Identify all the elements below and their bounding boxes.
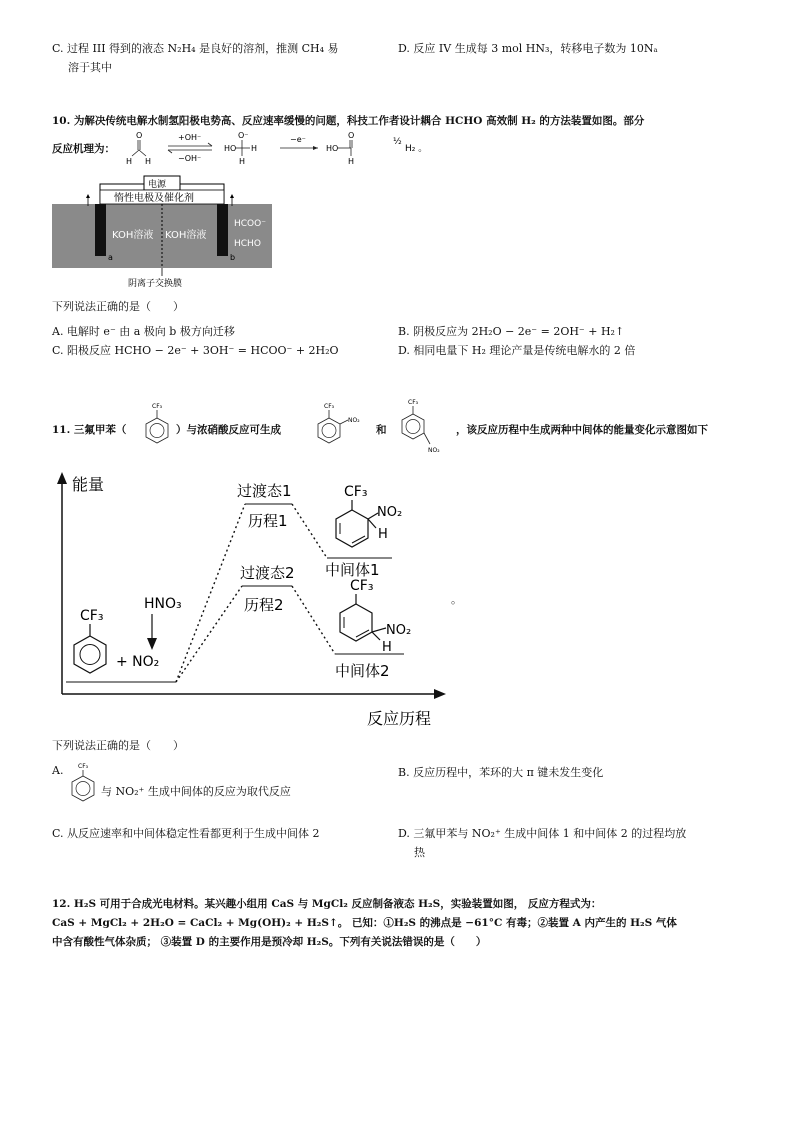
q11-ask: 下列说法正确的是（ ）	[52, 739, 184, 752]
right-solution-label: KOH溶液	[165, 230, 207, 241]
product-hcoo: HCOO⁻	[234, 219, 266, 229]
formate-structure	[326, 131, 354, 166]
q10-electrolysis-device	[52, 170, 282, 290]
path2-label: 历程2	[244, 596, 284, 614]
mech-arrow1-top: +OH⁻	[178, 133, 202, 142]
int1-label: 中间体1	[325, 561, 380, 579]
electrode-a-label: a	[108, 253, 113, 262]
mech-half: ½	[393, 137, 402, 147]
q10-stem-line2: 反应机理为：	[52, 143, 115, 155]
svg-text:O: O	[348, 131, 355, 140]
q11-energy-diagram	[52, 468, 452, 730]
intermediate-2-structure	[340, 578, 411, 655]
x-axis-label: 反应历程	[367, 709, 432, 728]
mech-arrow2: −e⁻	[290, 135, 306, 144]
path-2-rise	[176, 586, 242, 682]
svg-text:CF₃: CF₃	[324, 403, 335, 410]
electrode-b-label: b	[230, 253, 236, 262]
svg-text:H: H	[382, 640, 392, 655]
q11-stem-b: ）与浓硝酸反应可生成	[176, 424, 281, 436]
q9-option-c-line2: 溶于其中	[68, 61, 112, 74]
ortho-nitro-structure	[310, 400, 372, 448]
y-axis-label: 能量	[72, 475, 105, 494]
q10-option-a: A. 电解时 e⁻ 由 a 极向 b 极方向迁移	[52, 325, 235, 338]
q11-option-c: C. 从反应速率和中间体稳定性看都更利于生成中间体 2	[52, 827, 320, 840]
ts1-label: 过渡态1	[237, 482, 292, 500]
q11-option-d-line2: 热	[414, 846, 425, 859]
equilibrium-arrow	[168, 133, 212, 163]
path-2-fall	[292, 586, 335, 654]
intermediate-1-structure	[336, 484, 402, 547]
svg-text:H: H	[145, 157, 152, 166]
svg-text:CF₃: CF₃	[408, 399, 419, 406]
q10-option-b: B. 阴极反应为 2H₂O − 2e⁻ = 2OH⁻ + H₂↑	[398, 325, 625, 338]
svg-text:CF₃: CF₃	[78, 763, 89, 770]
electrode-b	[217, 204, 228, 256]
reactant-structure	[74, 608, 106, 673]
q12-line1: 12. H₂S 可用于合成光电材料。某兴趣小组用 CaS 与 MgCl₂ 反应制备液态 H₂S，实验装置如图， 反应方程式为：	[52, 898, 602, 910]
down-arrow-icon	[147, 638, 157, 650]
svg-text:HO: HO	[224, 144, 237, 153]
q10-stem-line1: 10. 为解决传统电解水制氢阳极电势高、反应速率缓慢的问题，科技工作者设计耦合 HCHO 高效制 H₂ 的方法装置如图。部分	[52, 115, 645, 127]
svg-text:H: H	[378, 527, 388, 542]
svg-text:NO₂: NO₂	[377, 505, 403, 520]
svg-text:O: O	[136, 131, 143, 140]
q11-stem-c: 和	[376, 424, 387, 436]
svg-text:O⁻: O⁻	[238, 131, 249, 140]
q11-option-b: B. 反应历程中，苯环的大 π 键未发生变化	[398, 766, 604, 779]
svg-text:H: H	[239, 157, 246, 166]
q12-line3: 中含有酸性气体杂质； ③装置 D 的主要作用是预冷却 H₂S。下列有关说法错误的是（ ）	[52, 936, 487, 948]
q11-option-d-line1: D. 三氟甲苯与 NO₂⁺ 生成中间体 1 和中间体 2 的过程均放	[398, 827, 687, 840]
mech-h2: H₂ 。	[405, 144, 428, 154]
trifluorotoluene-structure	[138, 400, 178, 448]
power-label: 电源	[148, 180, 167, 190]
q11-stem-d: ，该反应历程中生成两种中间体的能量变化示意图如下	[456, 424, 708, 436]
q10-option-c: C. 阳极反应 HCHO − 2e⁻ + 3OH⁻ = HCOO⁻ + 2H₂O	[52, 344, 339, 357]
svg-text:CF₃: CF₃	[152, 403, 163, 410]
plus-no2: + NO₂	[116, 654, 160, 670]
q11-stem-a: 11. 三氟甲苯（	[52, 424, 127, 436]
option-a-trifluorotoluene-structure	[66, 760, 102, 804]
hydrate-structure	[224, 131, 257, 166]
svg-text:NO₂: NO₂	[428, 447, 440, 454]
electrode-a	[95, 204, 106, 256]
q12-line2: CaS + MgCl₂ + 2H₂O = CaCl₂ + Mg(OH)₂ + H₂S↑。 已知：①H₂S 的沸点是 −61°C 有毒；②装置 A 内产生的 H₂S 气体	[52, 917, 677, 929]
svg-text:H: H	[348, 157, 355, 166]
reactant-hcho: HCHO	[234, 239, 261, 249]
oxidation-arrow	[280, 135, 318, 150]
ts2-label: 过渡态2	[240, 564, 295, 582]
q9-option-d: D. 反应 IV 生成每 3 mol HN₃，转移电子数为 10Nₐ	[398, 42, 658, 55]
q9-option-c-line1: C. 过程 III 得到的液态 N₂H₄ 是良好的溶剂，推测 CH₄ 易	[52, 42, 339, 55]
q10-ask: 下列说法正确的是（ ）	[52, 300, 184, 313]
q11-option-a-label: A.	[52, 764, 64, 777]
meta-nitro-structure	[394, 396, 452, 458]
membrane-label: 阴离子交换膜	[128, 279, 183, 289]
int2-label: 中间体2	[335, 662, 390, 680]
q11-option-a-text: 与 NO₂⁺ 生成中间体的反应为取代反应	[101, 785, 291, 798]
svg-text:NO₂: NO₂	[348, 417, 360, 424]
svg-text:H: H	[126, 157, 133, 166]
mech-arrow1-bottom: −OH⁻	[178, 154, 202, 163]
path1-label: 历程1	[248, 512, 288, 530]
q10-mechanism	[120, 128, 450, 168]
svg-text:H: H	[251, 144, 258, 153]
svg-text:CF₃: CF₃	[350, 578, 374, 594]
svg-text:CF₃: CF₃	[80, 608, 104, 624]
hno3-label: HNO₃	[144, 596, 182, 612]
q10-option-d: D. 相同电量下 H₂ 理论产量是传统电解水的 2 倍	[398, 344, 636, 357]
path-1-rise	[176, 504, 245, 682]
path-1-fall	[292, 504, 327, 558]
electrode-label: 惰性电极及催化剂	[114, 193, 194, 204]
formaldehyde-structure	[126, 131, 151, 166]
left-solution-label: KOH溶液	[112, 230, 154, 241]
stray-dot: 。	[451, 593, 462, 606]
svg-text:CF₃: CF₃	[344, 484, 368, 500]
svg-text:NO₂: NO₂	[386, 623, 412, 638]
svg-text:HO: HO	[326, 144, 339, 153]
